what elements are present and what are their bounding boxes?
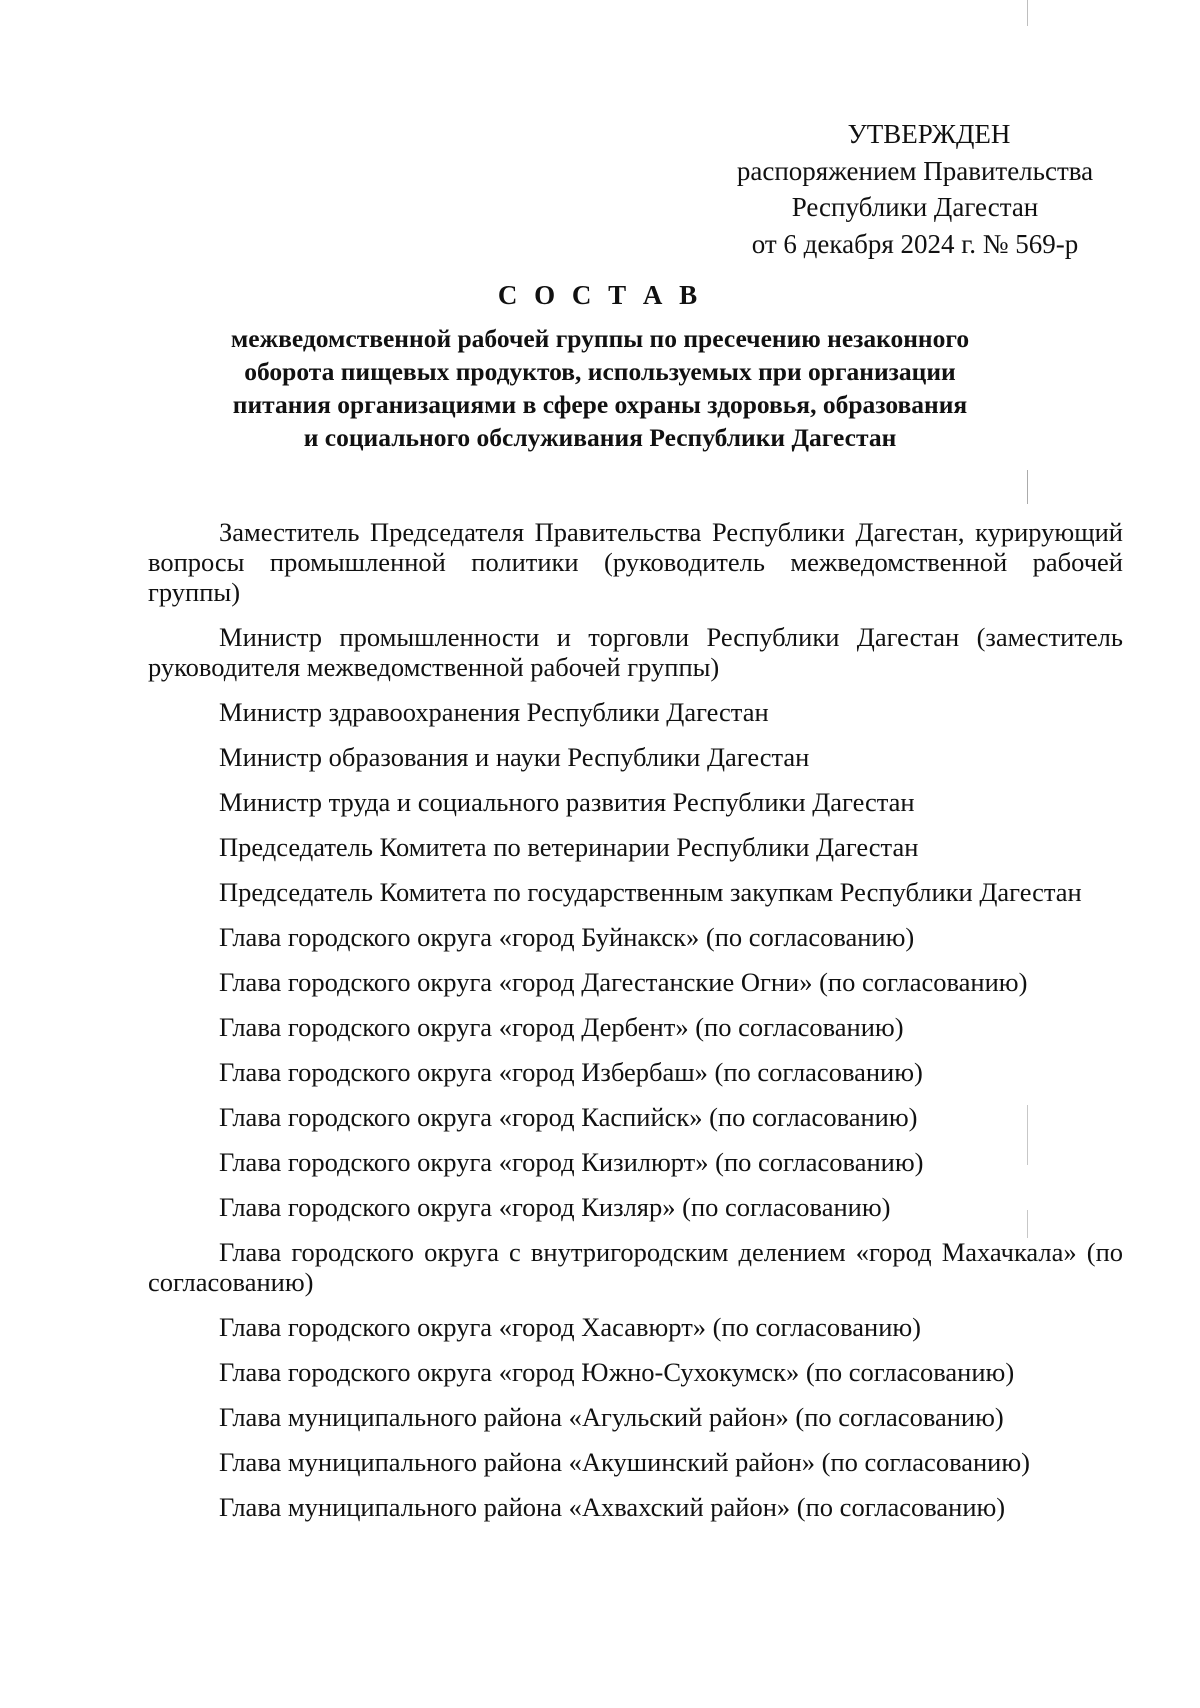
approval-stamp <box>700 116 1130 262</box>
member-item: Глава городского округа «город Кизляр» (по согласованию) <box>219 1192 891 1222</box>
member-item: Глава городского округа «город Дагестанские Огни» (по согласованию) <box>219 967 1028 997</box>
approval-line-3: от 6 декабря 2024 г. № 569-р <box>751 228 1079 259</box>
member-item: Министр здравоохранения Республики Дагестан <box>219 697 769 727</box>
member-item: Глава муниципального района «Ахвахский район» (по согласованию) <box>219 1492 1006 1522</box>
member-item: Министр образования и науки Республики Дагестан <box>219 742 810 772</box>
approval-line-1: распоряжением Правительства <box>736 155 1094 186</box>
scan-artifact <box>1027 470 1028 504</box>
approval-line-2: Республики Дагестан <box>791 192 1039 222</box>
scan-artifact <box>1027 1210 1028 1238</box>
member-item: Глава городского округа с внутригородским делением «город Махачкала» (по согласованию) <box>148 1237 1123 1297</box>
member-item: Министр промышленности и торговли Республики Дагестан (заместитель руководителя межведомственной рабочей группы) <box>148 622 1123 682</box>
member-item: Глава городского округа «город Южно-Сухокумск» (по согласованию) <box>219 1357 1015 1387</box>
scan-artifact <box>1027 1105 1028 1165</box>
document-subtitle <box>150 322 1050 454</box>
member-item: Глава городского округа «город Каспийск» (по согласованию) <box>219 1102 918 1132</box>
member-item: Глава городского округа «город Хасавюрт» (по согласованию) <box>219 1312 921 1342</box>
document-title: С О С Т А В <box>497 280 703 310</box>
approval-approved: УТВЕРЖДЕН <box>847 119 1011 149</box>
members-list <box>148 517 1123 1537</box>
member-item: Глава городского округа «город Дербент» (по согласованию) <box>219 1012 904 1042</box>
subtitle-line-1: межведомственной рабочей группы по пресечению незаконного <box>230 324 970 353</box>
subtitle-line-4: и социального обслуживания Республики Дагестан <box>303 423 897 452</box>
member-item: Заместитель Председателя Правительства Республики Дагестан, курирующий вопросы промышленной политики (руководитель межведомственной рабочей группы) <box>148 517 1123 607</box>
member-item: Председатель Комитета по ветеринарии Республики Дагестан <box>219 832 919 862</box>
scan-artifact <box>1027 0 1028 26</box>
subtitle-line-2: оборота пищевых продуктов, используемых при организации <box>244 357 956 386</box>
member-item: Глава городского округа «город Избербаш» (по согласованию) <box>219 1057 923 1087</box>
member-item: Председатель Комитета по государственным закупкам Республики Дагестан <box>219 877 1082 907</box>
member-item: Министр труда и социального развития Республики Дагестан <box>219 787 915 817</box>
subtitle-line-3: питания организациями в сфере охраны здоровья, образования <box>232 390 968 419</box>
member-item: Глава городского округа «город Буйнакск» (по согласованию) <box>219 922 915 952</box>
member-item: Глава муниципального района «Акушинский район» (по согласованию) <box>219 1447 1030 1477</box>
member-item: Глава городского округа «город Кизилюрт» (по согласованию) <box>219 1147 924 1177</box>
member-item: Глава муниципального района «Агульский район» (по согласованию) <box>219 1402 1004 1432</box>
